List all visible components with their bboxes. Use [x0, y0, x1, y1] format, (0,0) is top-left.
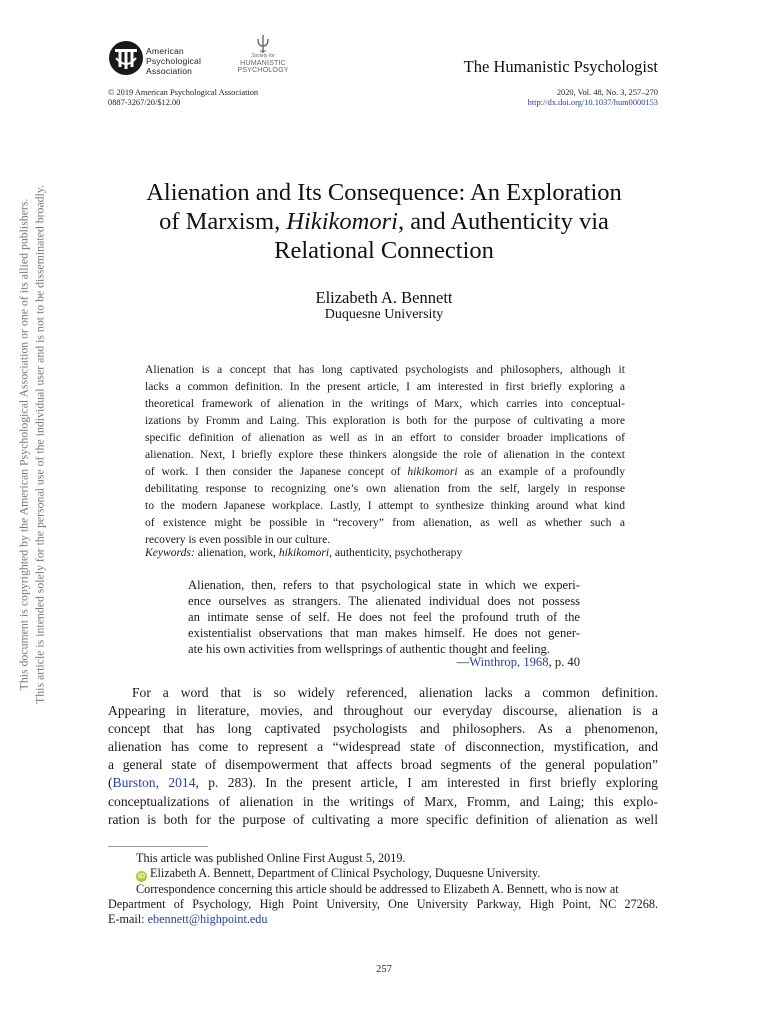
abstract-line: of work. I then consider the Japanese concept of hikikomori as an example of a profoundly	[145, 465, 625, 479]
footnote-divider	[108, 846, 208, 847]
article-title	[100, 178, 668, 265]
issn-price: 0887-3267/20/$12.00	[108, 98, 181, 107]
apa-emblem-icon	[108, 40, 144, 76]
orcid-icon[interactable]: iD	[138, 873, 145, 881]
abstract-line: alienation. Next, I briefly explore these thinkers alongside the role of alienation in the context	[145, 448, 625, 462]
abstract-line: theoretical framework of alienation in the writings of Marx, which carries into conceptual-	[145, 397, 625, 411]
keywords-label: Keywords:	[145, 546, 195, 559]
abstract-line: lacks a common definition. In the present article, I am interested in first briefly exploring a	[145, 380, 625, 394]
author-affiliation: Duquesne University	[324, 307, 444, 322]
body-line: Appearing in literature, movies, and throughout our everyday discourse, alienation is a	[108, 703, 658, 719]
society-humanistic-psychology-logo	[232, 34, 294, 80]
abstract-line: izations by Fromm and Laing. This exploration is both for the purpose of cultivating a more	[145, 414, 625, 428]
shp-logo-small-text: Society for	[251, 53, 275, 59]
usage-side-notice: This article is intended solely for the personal use of the individual user and is not to be disseminated broadly.	[32, 185, 47, 704]
correspondence-line: Department of Psychology, High Point University, One University Parkway, High Point, NC 27268.	[108, 896, 658, 911]
epigraph-citation: —Winthrop, 1968, p. 40	[456, 655, 580, 669]
body-text	[108, 684, 658, 829]
copyright-side-notice: This document is copyrighted by the American Psychological Association or one of its allied publishers.	[16, 198, 31, 691]
body-line: For a word that is so widely referenced, alienation lacks a common definition.	[132, 685, 658, 700]
abstract-line: debilitating response to recognizing one’s own alienation from the self, largely in response	[145, 482, 625, 496]
body-line: (Burston, 2014, p. 283). In the present article, I am interested in first briefly exploring	[108, 775, 658, 791]
abstract-line: recovery is even possible in our culture.	[145, 533, 331, 547]
email-line: E-mail: ebennett@highpoint.edu	[108, 912, 268, 927]
epigraph-line: an intimate sense of self. He does not feel the profound truth of the	[188, 609, 580, 624]
journal-name: The Humanistic Psychologist	[463, 57, 658, 76]
volume-info: 2020, Vol. 48, No. 3, 257–270	[556, 88, 658, 97]
apa-logo	[108, 40, 228, 80]
citation-link-burston[interactable]: Burston, 2014	[112, 775, 196, 791]
shp-logo-word-2: PSYCHOLOGY	[237, 65, 289, 75]
abstract	[145, 361, 625, 549]
page-number: 257	[376, 964, 392, 975]
footnotes	[108, 851, 658, 927]
doi-link[interactable]: http://dx.doi.org/10.1037/hum0000153	[527, 98, 658, 107]
body-line: alienation has come to represent a “widespread state of disconnection, mystification, and	[108, 739, 658, 755]
body-line: conceptualizations of alienation in the writings of Marx, Fromm, and Laing; this explo-	[108, 793, 658, 809]
abstract-line: to the modern Japanese workplace. Lastly, I attempt to synthesize thinking around what kind	[145, 499, 625, 513]
apa-logo-text: American Psychological Association	[146, 46, 202, 76]
epigraph-line: ence ourselves as strangers. The alienated individual does not possess	[188, 593, 580, 608]
shp-logo-word-1: HUMANISTIC	[240, 58, 286, 67]
title-line-3: Relational Connection	[274, 237, 494, 264]
body-line: ration is both for the purpose of cultivating a more specific definition of alienation as well	[108, 811, 658, 827]
abstract-line: specific definition of alienation as well as in an effort to consider broader implications of	[145, 431, 625, 445]
abstract-line: Alienation is a concept that has long captivated psychologists and philosophers, although it	[145, 363, 625, 376]
title-line-1: Alienation and Its Consequence: An Exploration	[146, 179, 622, 206]
email-link[interactable]: ebennett@highpoint.edu	[147, 912, 268, 927]
keywords: Keywords: alienation, work, hikikomori, authenticity, psychotherapy	[145, 546, 463, 559]
citation-link-winthrop[interactable]: Winthrop, 1968	[469, 655, 549, 669]
correspondence-line: Correspondence concerning this article should be addressed to Elizabeth A. Bennett, who is now at	[136, 881, 619, 896]
abstract-line: of existence might be possible in “recovery” from alienation, as well as whether such a	[145, 516, 625, 530]
psi-emblem-icon	[256, 34, 270, 54]
orcid-note: iD Elizabeth A. Bennett, Department of Clinical Psychology, Duquesne University.	[138, 866, 541, 881]
author-name: Elizabeth A. Bennett	[315, 288, 453, 307]
body-line: a general state of disempowerment that affects broad segments of the general population”	[108, 757, 658, 773]
citation-block	[528, 88, 658, 108]
epigraph-quote	[188, 578, 580, 657]
epigraph-line: Alienation, then, refers to that psychological state in which we experi-	[188, 578, 580, 592]
publication-note: This article was published Online First August 5, 2019.	[136, 851, 406, 865]
epigraph-line: ate his own activities from wellsprings of authentic thought and feeling.	[188, 641, 550, 656]
copyright-text: © 2019 American Psychological Association	[108, 88, 259, 97]
title-line-2: of Marxism, Hikikomori, and Authenticity via	[159, 208, 609, 235]
copyright-block	[108, 88, 258, 108]
body-line: concept that has long captivated psychologists and philosophers. As a phenomenon,	[108, 721, 658, 737]
epigraph-line: existentialist observations that man makes himself. He does not gener-	[188, 625, 580, 640]
